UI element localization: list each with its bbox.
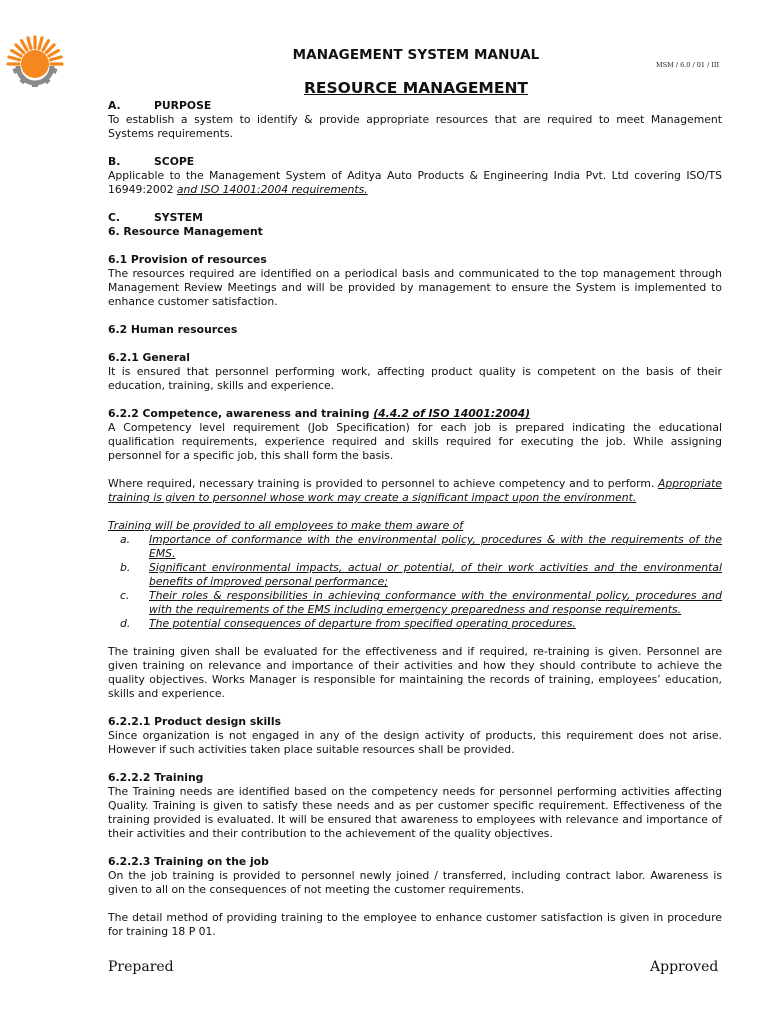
general-heading: 6.2.1 General (108, 351, 191, 364)
approved-label: Approved (650, 959, 719, 975)
design-skills-text: Since organization is not engaged in any of the design activity of products, this requirement does not arise. However if such activities taken place suitable resources shall be provided. (108, 729, 722, 756)
design-skills-heading: 6.2.2.1 Product design skills (108, 715, 281, 728)
list-item: c. Their roles & responsibilities in achieving conformance with the environmental policy, procedures and with the requirements of the EMS including emergency preparedness and response requirements. (120, 589, 722, 616)
provision-text: The resources required are identified on a periodical basis and communicated to the top management through Management Review Meetings and will be provided by management to ensure the System is implemented to enhance customer satisfaction. (108, 267, 722, 308)
document-body (108, 99, 722, 939)
evaluation-text: The training given shall be evaluated for the effectiveness and if required, re-training is given. Personnel are given training on relevance and importance of their activities and how they should contribute to achieve the quality objectives. Works Manager is responsible for maintaining the records of training, employees’ education, skills and experience. (108, 645, 722, 700)
competence-text: A Competency level requirement (Job Specification) for each job is prepared indicating the educational qualification requirements, experience required and skills required for executing the job. While assigning personnel for a specific job, this shall form the basis. (108, 421, 722, 462)
competence-reference: (4.4.2 of ISO 14001:2004) (373, 407, 531, 420)
page-title: RESOURCE MANAGEMENT (303, 79, 528, 97)
list-item: b. Significant environmental impacts, actual or potential, of their work activities and the environmental benefits of improved personal performance; (120, 561, 722, 588)
system-heading: C. SYSTEM (108, 211, 203, 224)
purpose-heading: A. PURPOSE (108, 99, 212, 112)
awareness-list (108, 533, 722, 631)
detail-method-text: The detail method of providing training to the employee to enhance customer satisfaction is given in procedure for training 18 P 01. (108, 911, 722, 938)
ojt-heading: 6.2.2.3 Training on the job (108, 855, 269, 868)
list-item: a. Importance of conformance with the environmental policy, procedures & with the requirements of the EMS. (120, 533, 722, 560)
training-heading: 6.2.2.2 Training (108, 771, 204, 784)
document-code: MSM / 6.0 / 01 / III (656, 61, 720, 69)
general-text: It is ensured that personnel performing work, affecting product quality is competent on the basis of their education, training, skills and experience. (108, 365, 722, 392)
training-text: Where required, necessary training is provided to personnel to achieve competency and to perform. Appropriate training is given to personnel whose work may create a significant impact upon the environment. (108, 477, 722, 504)
competence-heading: 6.2.2 Competence, awareness and training (4.4.2 of ISO 14001:2004) (108, 407, 531, 420)
resource-management-heading: 6. Resource Management (108, 225, 263, 238)
scope-heading: B. SCOPE (108, 155, 195, 168)
prepared-label: Prepared (108, 959, 174, 975)
awareness-intro: Training will be provided to all employees to make them aware of (108, 519, 464, 532)
provision-heading: 6.1 Provision of resources (108, 253, 267, 266)
manual-title: MANAGEMENT SYSTEM MANUAL (292, 47, 540, 63)
ojt-text: On the job training is provided to personnel newly joined / transferred, including contract labor. Awareness is given to all on the consequences of not meeting the customer requirements. (108, 869, 722, 896)
training-needs-text: The Training needs are identified based on the competency needs for personnel performing activities affecting Quality. Training is given to satisfy these needs and as per customer specific requirement. Effectiveness of the training provided is evaluated. It will be ensured that awareness to employees with relevance and importance of their activities and their contribution to the achievement of the quality objectives. (108, 785, 722, 840)
purpose-text: To establish a system to identify & provide appropriate resources that are required to meet Management Systems requirements. (108, 113, 722, 140)
human-resources-heading: 6.2 Human resources (108, 323, 238, 336)
scope-text: Applicable to the Management System of Aditya Auto Products & Engineering India Pvt. Ltd covering ISO/TS 16949:2002 and ISO 14001:2004 requirements. (108, 169, 722, 196)
list-item: d. The potential consequences of departure from specified operating procedures. (120, 617, 576, 630)
